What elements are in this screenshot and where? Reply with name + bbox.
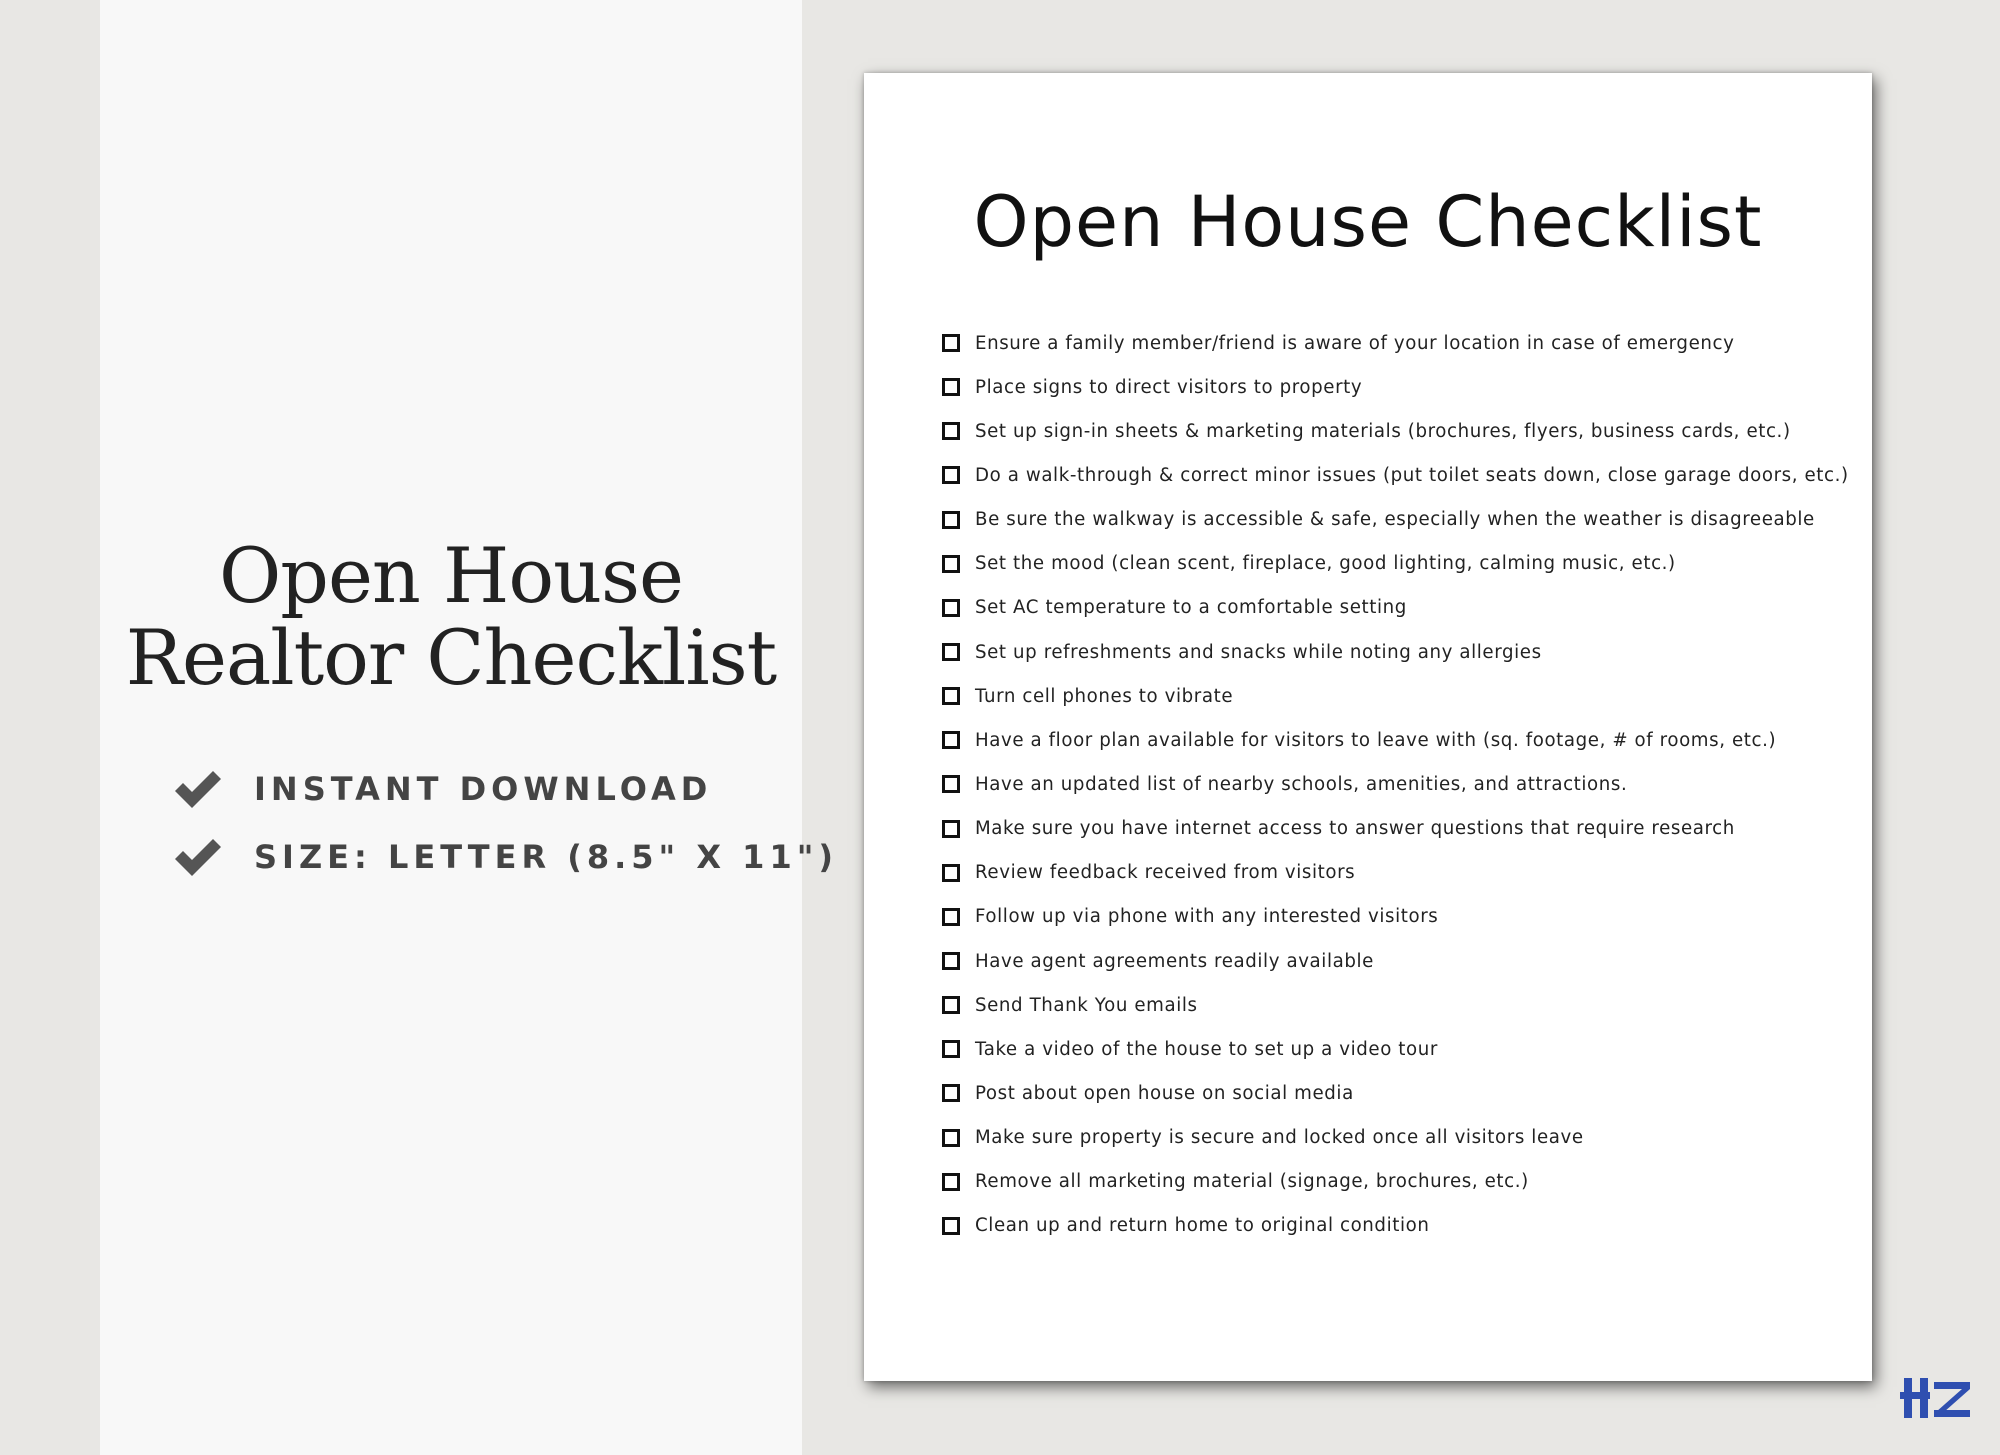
feature-item [172, 823, 838, 891]
checkbox-icon [942, 775, 960, 793]
page-title: Open House Checklist [973, 181, 1763, 263]
checkbox-icon [942, 1084, 960, 1102]
checkmark-icon [172, 767, 224, 811]
feature-item [172, 755, 792, 823]
checklist-item [942, 1116, 1842, 1160]
feature-label: INSTANT DOWNLOAD [254, 770, 713, 808]
checklist-item [942, 1204, 1842, 1248]
checklist-item-label: Remove all marketing material (signage, brochures, etc.) [975, 1171, 1529, 1193]
checklist-item-label: Be sure the walkway is accessible & safe, especially when the weather is disagreeable [975, 509, 1815, 531]
checkbox-icon [942, 687, 960, 705]
promo-panel [100, 0, 838, 1455]
checklist-item [942, 807, 1842, 851]
checklist-item [942, 321, 1842, 365]
checkbox-icon [942, 1173, 960, 1191]
checklist-item-label: Have agent agreements readily available [975, 950, 1374, 972]
checklist-item-label: Post about open house on social media [975, 1082, 1354, 1104]
feature-list [172, 755, 838, 891]
checklist-item [942, 983, 1842, 1027]
checklist-item [942, 409, 1842, 453]
promo-title-line1: Open House [219, 531, 683, 620]
checklist-item-label: Make sure property is secure and locked once all visitors leave [975, 1127, 1584, 1149]
checklist-item [942, 851, 1842, 895]
checklist-item-label: Review feedback received from visitors [975, 862, 1356, 884]
checkbox-icon [942, 422, 960, 440]
checklist-item [942, 630, 1842, 674]
checkbox-icon [942, 599, 960, 617]
checklist-item-label: Have an updated list of nearby schools, amenities, and attractions. [975, 773, 1628, 795]
checklist-item-label: Turn cell phones to vibrate [975, 685, 1234, 707]
checklist-item-label: Have a floor plan available for visitors to leave with (sq. footage, # of rooms, etc.) [975, 729, 1777, 751]
checklist-item-label: Set the mood (clean scent, fireplace, good lighting, calming music, etc.) [975, 553, 1676, 575]
checklist-item [942, 453, 1849, 497]
checklist-item-label: Set up sign-in sheets & marketing materials (brochures, flyers, business cards, etc.) [975, 420, 1791, 442]
checklist-item [942, 718, 1842, 762]
checklist-item [942, 895, 1842, 939]
checklist-item-label: Ensure a family member/friend is aware of your location in case of emergency [975, 332, 1735, 354]
checkbox-icon [942, 996, 960, 1014]
checklist-item [942, 1071, 1842, 1115]
checkbox-icon [942, 511, 960, 529]
checklist-item [942, 586, 1842, 630]
checklist-item [942, 542, 1842, 586]
checkbox-icon [942, 864, 960, 882]
checklist-item-label: Place signs to direct visitors to property [975, 376, 1363, 398]
checkbox-icon [942, 378, 960, 396]
checkbox-icon [942, 334, 960, 352]
checklist-item [942, 1160, 1842, 1204]
checklist-item [942, 762, 1842, 806]
checklist-item-label: Follow up via phone with any interested visitors [975, 906, 1439, 928]
checklist-item-label: Send Thank You emails [975, 994, 1198, 1016]
checkbox-icon [942, 731, 960, 749]
feature-label: SIZE: LETTER (8.5" X 11") [254, 838, 838, 876]
checklist-item-label: Set AC temperature to a comfortable setting [975, 597, 1407, 619]
promo-title-line2: Realtor Checklist [125, 613, 777, 702]
checklist-item [942, 365, 1842, 409]
checkbox-icon [942, 908, 960, 926]
brand-logo [1900, 1372, 1972, 1424]
checklist-item-label: Make sure you have internet access to answer questions that require research [975, 818, 1735, 840]
checkbox-icon [942, 1217, 960, 1235]
checkbox-icon [942, 1040, 960, 1058]
checkbox-icon [942, 1129, 960, 1147]
checklist-item-label: Take a video of the house to set up a video tour [975, 1038, 1438, 1060]
checklist-item [942, 1027, 1842, 1071]
checkbox-icon [942, 643, 960, 661]
promo-title [100, 531, 802, 702]
checklist-item [942, 498, 1842, 542]
checkbox-icon [942, 555, 960, 573]
checklist-page [864, 73, 1872, 1381]
checklist-item-label: Do a walk-through & correct minor issues (put toilet seats down, close garage doors, etc.) [975, 464, 1849, 486]
checklist-item [942, 939, 1842, 983]
checklist-item-label: Set up refreshments and snacks while noting any allergies [975, 641, 1542, 663]
checklist [942, 321, 1849, 1248]
checkbox-icon [942, 820, 960, 838]
checkmark-icon [172, 835, 224, 879]
checklist-item-label: Clean up and return home to original condition [975, 1215, 1430, 1237]
checkbox-icon [942, 952, 960, 970]
checklist-item [942, 674, 1842, 718]
checkbox-icon [942, 466, 960, 484]
